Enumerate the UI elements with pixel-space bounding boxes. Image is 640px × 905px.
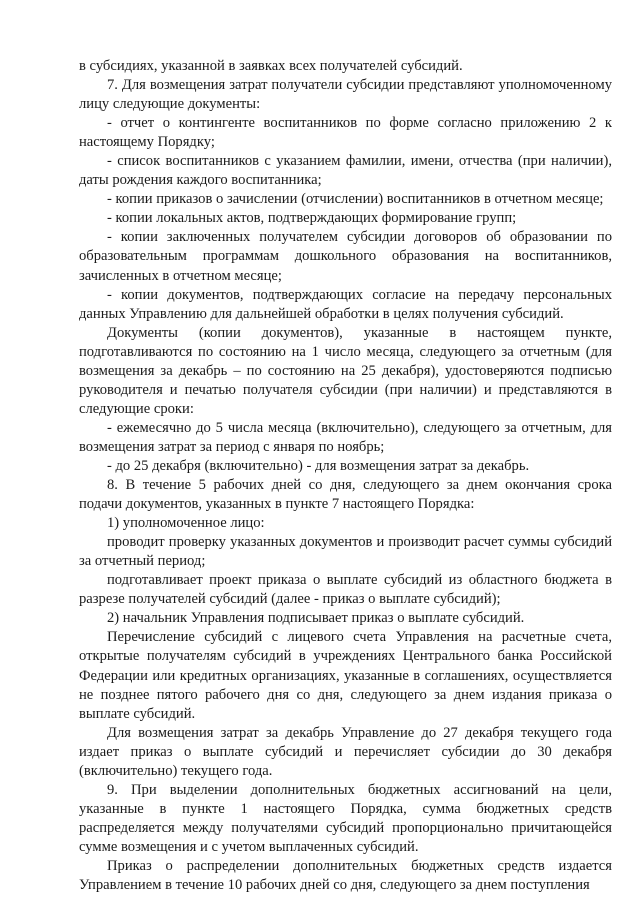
paragraph-december-reimbursement: Для возмещения затрат за декабрь Управление до 27 декабря текущего года издает приказ о выплате субсидий и перечисляет субсидии до 30 декабря (включительно) текущего года.	[79, 724, 612, 779]
paragraph-item-8: 8. В течение 5 рабочих дней со дня, следующего за днем окончания срока подачи документов, указанных в пункте 7 настоящего Порядка:	[79, 477, 612, 513]
list-item-education-contracts: - копии заключенных получателем субсидии договоров об образовании по образовательным программам дошкольного образования на воспитанников, зачисленных в отчетном месяце;	[79, 229, 612, 284]
list-item-enrollment-orders: - копии приказов о зачислении (отчислении) воспитанников в отчетном месяце;	[107, 191, 604, 208]
list-item-december-deadline: - до 25 декабря (включительно) - для возмещения затрат за декабрь.	[107, 457, 530, 474]
paragraph-distribution-order: Приказ о распределении дополнительных бюджетных средств издается Управлением в течение 10 рабочих дней со дня, следующего за днем поступления	[79, 857, 612, 894]
paragraph-verification: проводит проверку указанных документов и производит расчет суммы субсидий за отчетный период;	[79, 534, 612, 570]
list-item-monthly-deadline: - ежемесячно до 5 числа месяца (включительно), следующего за отчетным, для возмещения затрат за период с января по ноябрь;	[79, 419, 612, 455]
subitem-authorized-person: 1) уполномоченное лицо:	[107, 515, 265, 532]
list-item-pupil-list: - список воспитанников с указанием фамилии, имени, отчества (при наличии), даты рождения каждого воспитанника;	[79, 153, 612, 189]
list-item-personal-data-consent: - копии документов, подтверждающих согласие на передачу персональных данных Управлению для дальнейшей обработки в целях получения субсидий.	[79, 286, 612, 322]
paragraph-transfer: Перечисление субсидий с лицевого счета Управления на расчетные счета, открытые получателям субсидий в учреждениях Центрального банка Российской Федерации или кредитных организациях, указанные в соглашениях, осуществляется не позднее пятого рабочего дня со дня, следующего за днем издания приказа о выплате субсидий.	[79, 629, 612, 722]
document-page	[79, 57, 612, 895]
paragraph-continuation: в субсидиях, указанной в заявках всех получателей субсидий.	[79, 58, 463, 74]
list-item-contingent-report: - отчет о контингенте воспитанников по форме согласно приложению 2 к настоящему Порядку;	[79, 115, 612, 151]
paragraph-item-9: 9. При выделении дополнительных бюджетных ассигнований на цели, указанные в пункте 1 настоящего Порядка, сумма бюджетных средств распределяется между получателями субсидий пропорционально причитающейся сумме возмещения и с учетом выплаченных субсидий.	[79, 781, 612, 855]
subitem-head-signs: 2) начальник Управления подписывает приказ о выплате субсидий.	[107, 610, 525, 627]
paragraph-documents-deadlines: Документы (копии документов), указанные в настоящем пункте, подготавливаются по состоянию на 1 число месяца, следующего за отчетным (для возмещения за декабрь – по состоянию на 25 декабря), удостоверяются подписью руководителя и печатью получателя субсидии (при наличии) и представляются в следующие сроки:	[79, 324, 612, 417]
list-item-local-acts: - копии локальных актов, подтверждающих формирование групп;	[107, 210, 517, 227]
paragraph-draft-order: подготавливает проект приказа о выплате субсидий из областного бюджета в разрезе получателей субсидий (далее - приказ о выплате субсидий);	[79, 572, 612, 608]
paragraph-item-7: 7. Для возмещения затрат получатели субсидии представляют уполномоченному лицу следующие документы:	[79, 77, 612, 113]
